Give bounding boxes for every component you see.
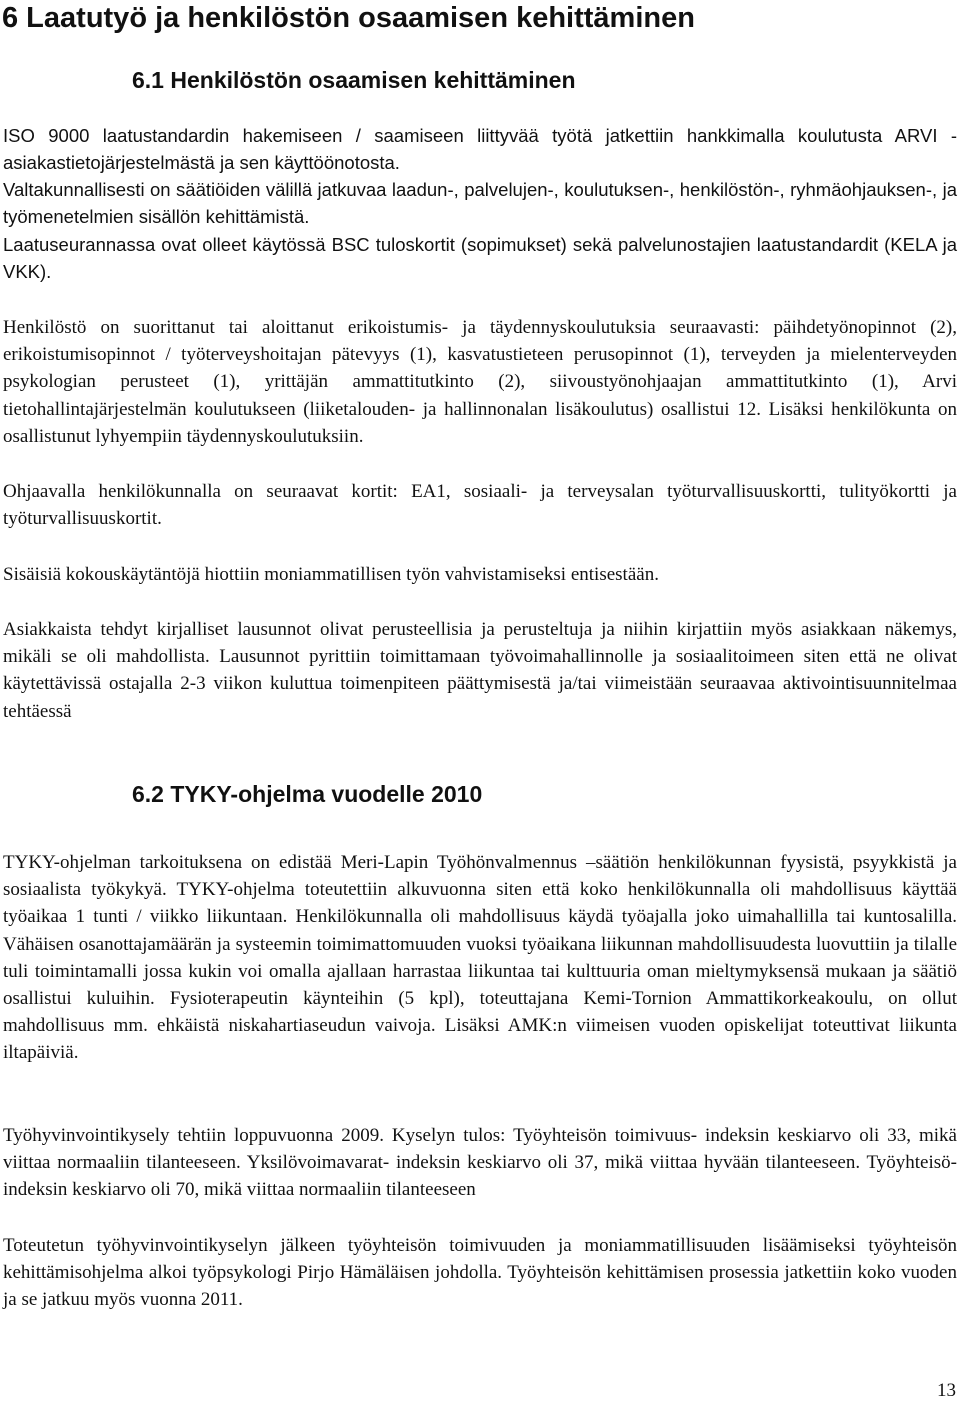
paragraph-kysely: Työhyvinvointikysely tehtiin loppuvuonna 2009. Kyselyn tulos: Työyhteisön toimivuus- indeksin keskiarvo oli 33, mikä viittaa normaaliin tilanteeseen. Yksilövoimavarat- indeksin keskiarvo oli 37, mikä viittaa hyvään tilanteeseen. Työyhteisö- indeksin keskiarvo oli 70, mikä viittaa normaaliin tilanteeseen: [3, 1125, 957, 1201]
paragraph-kortit: Ohjaavalla henkilökunnalla on seuraavat kortit: EA1, sosiaali- ja terveysalan työturvallisuuskortti, tulityökortti ja työturvallisuuskortit.: [3, 481, 957, 530]
paragraph-tyky: TYKY-ohjelman tarkoituksena on edistää Meri-Lapin Työhönvalmennus –säätiön henkilökunnan fyysistä, psyykkistä ja sosiaalista työkykyä. TYKY-ohjelma toteutettiin alkuvuonna siten että koko henkilökunnalla oli mahdollisuus käyttää työaikaa 1 tunti / viikko liikuntaan. Henkilökunnalla oli mahdollisuus käydä työajalla joko uimahallilla tai kuntosalilla. Vähäisen osanottajamäärän ja systeemin toimimattomuuden vuoksi työaikana liikunnan mahdollisuudesta luovuttiin ja tilalle tuli toimintamalli jossa kukin voi omalla ajallaan harrastaa liikuntaa tai kulttuuria oman mieltymyksensä mukaan ja säätiö osallistui kuluihin. Fysioterapeutin käynteihin (5 kpl), toteuttajana Kemi-Tornion Ammattikorkeakoulu, on ollut mahdollisuus mm. ehkäistä niskahartiaseudun vaivoja. Lisäksi AMK:n viimeisen vuoden opiskelijat toteuttivat liikunta iltapäiviä.: [3, 852, 957, 1064]
paragraph-lausunnot: Asiakkaista tehdyt kirjalliset lausunnot olivat perusteellisia ja perusteltuja ja niihin kirjattiin myös asiakkaan näkemys, mikäli se oli mahdollista. Lausunnot pyrittiin toimittamaan työvoimahallinnolle ja sosiaalitoimeen siten että ne olivat käytettävissä ostajalla 2-3 viikon kuluttua toimenpiteen päättymisestä ja/tai viimeistään seuraavaa aktivointisuunnitelmaa tehtäessä: [3, 619, 957, 722]
page-number: 13: [937, 1380, 956, 1401]
paragraph-kokouskaytannot: Sisäisiä kokouskäytäntöjä hiottiin moniammatillisen työn vahvistamiseksi entisestään.: [3, 564, 659, 585]
chapter-heading: 6 Laatutyö ja henkilöstön osaamisen kehittäminen: [2, 2, 695, 34]
section-heading-6-2: 6.2 TYKY-ohjelma vuodelle 2010: [132, 781, 483, 807]
paragraph-iso: ISO 9000 laatustandardin hakemiseen / saamiseen liittyvää työtä jatkettiin hankkimalla koulutusta ARVI - asiakastietojärjestelmästä ja sen käyttöönotosta.: [3, 125, 957, 173]
paragraph-koulutukset: Henkilöstö on suorittanut tai aloittanut erikoistumis- ja täydennyskoulutuksia seuraavasti: päihdetyönopinnot (2), erikoistumisopinnot / työterveyshoitajan pätevyys (1), kasvatustieteen perusopinnot (1), terveyden ja mielenterveyden psykologian perusteet (1), yrittäjän ammattitutkinto (2), siivoustyönohjaajan ammattitutkinto (1), Arvi tietohallintajärjestelmän koulutukseen (liiketalouden- ja hallinnonalan lisäkoulutus) osallistui 12. Lisäksi henkilökunta on osallistunut lyhyempiin täydennyskoulutuksiin.: [3, 317, 957, 447]
section-heading-6-1: 6.1 Henkilöstön osaamisen kehittäminen: [132, 67, 576, 93]
paragraph-laatuseuranta: Laatuseurannassa ovat olleet käytössä BSC tuloskortit (sopimukset) sekä palvelunostajien laatustandardit (KELA ja VKK).: [3, 234, 957, 282]
paragraph-kehittamisohjelma: Toteutetun työhyvinvointikyselyn jälkeen työyhteisön toimivuuden ja moniammatillisuuden lisäämiseksi työyhteisön kehittämisohjelma alkoi työpsykologi Pirjo Hämäläisen johdolla. Työyhteisön kehittämisen prosessia jatkettiin koko vuoden ja se jatkuu myös vuonna 2011.: [3, 1235, 957, 1311]
paragraph-valtakunnallisesti: Valtakunnallisesti on säätiöiden välillä jatkuvaa laadun-, palvelujen-, koulutuksen-, henkilöstön-, ryhmäohjauksen-, ja työmenetelmien sisällön kehittämistä.: [3, 179, 957, 227]
